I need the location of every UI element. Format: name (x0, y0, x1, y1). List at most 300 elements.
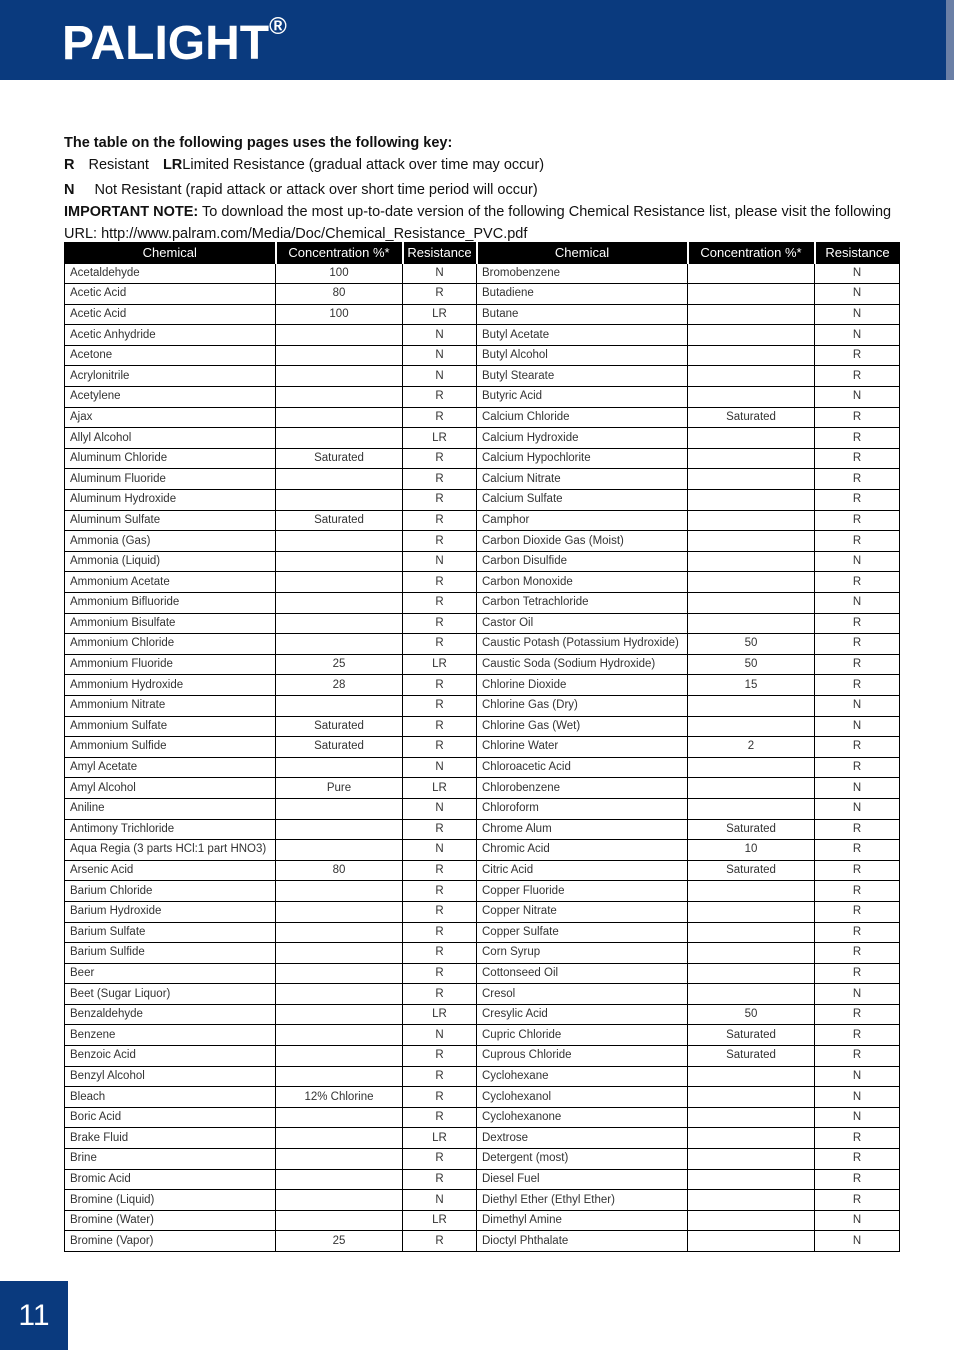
concentration-cell (688, 1107, 815, 1128)
resistance-cell: R (403, 448, 477, 469)
chemical-name-cell: Ammonium Sulfide (65, 737, 276, 758)
concentration-cell (688, 263, 815, 284)
key-lr-code: LR (162, 157, 183, 173)
chemical-name-cell: Calcium Nitrate (477, 469, 688, 490)
concentration-cell (276, 1210, 403, 1231)
key-section (64, 132, 910, 245)
column-header: Concentration %* (276, 242, 403, 263)
concentration-cell (688, 716, 815, 737)
resistance-cell: N (403, 1025, 477, 1046)
resistance-cell: N (815, 1087, 900, 1108)
chemical-name-cell: Chlorine Gas (Wet) (477, 716, 688, 737)
chemical-name-cell: Cottonseed Oil (477, 963, 688, 984)
table-row (65, 984, 900, 1005)
concentration-cell (276, 1107, 403, 1128)
column-header: Chemical (65, 242, 276, 263)
chemical-name-cell: Chloroform (477, 798, 688, 819)
resistance-cell: R (403, 634, 477, 655)
table-row (65, 572, 900, 593)
chemical-name-cell: Aluminum Fluoride (65, 469, 276, 490)
chemical-name-cell: Allyl Alcohol (65, 428, 276, 449)
table-row (65, 675, 900, 696)
concentration-cell: 80 (276, 284, 403, 305)
concentration-cell (276, 1149, 403, 1170)
table-row (65, 860, 900, 881)
concentration-cell (276, 943, 403, 964)
concentration-cell (276, 634, 403, 655)
concentration-cell (688, 757, 815, 778)
column-header: Resistance (403, 242, 477, 263)
concentration-cell (688, 922, 815, 943)
resistance-cell: R (815, 1046, 900, 1067)
chemical-name-cell: Carbon Dioxide Gas (Moist) (477, 531, 688, 552)
table-row (65, 695, 900, 716)
resistance-cell: N (815, 284, 900, 305)
resistance-cell: R (815, 510, 900, 531)
resistance-cell: N (403, 263, 477, 284)
concentration-cell (276, 901, 403, 922)
resistance-cell: R (815, 1169, 900, 1190)
chemical-name-cell: Chromic Acid (477, 840, 688, 861)
concentration-cell (688, 1210, 815, 1231)
resistance-cell: R (815, 448, 900, 469)
chemical-name-cell: Carbon Monoxide (477, 572, 688, 593)
concentration-cell (688, 778, 815, 799)
chemical-name-cell: Cresylic Acid (477, 1004, 688, 1025)
concentration-cell (688, 798, 815, 819)
chemical-name-cell: Butadiene (477, 284, 688, 305)
concentration-cell (276, 1169, 403, 1190)
concentration-cell (688, 984, 815, 1005)
resistance-cell: LR (403, 428, 477, 449)
chemical-name-cell: Carbon Disulfide (477, 551, 688, 572)
concentration-cell (688, 1169, 815, 1190)
concentration-cell (688, 325, 815, 346)
table-row (65, 1210, 900, 1231)
resistance-cell: R (815, 613, 900, 634)
resistance-cell: R (815, 881, 900, 902)
resistance-cell: N (815, 1231, 900, 1252)
concentration-cell: 100 (276, 263, 403, 284)
page-number: 11 (18, 1299, 50, 1332)
resistance-cell: R (815, 1004, 900, 1025)
concentration-cell (688, 943, 815, 964)
chemical-name-cell: Ammonium Chloride (65, 634, 276, 655)
concentration-cell (688, 510, 815, 531)
chemical-name-cell: Calcium Sulfate (477, 490, 688, 511)
concentration-cell (276, 490, 403, 511)
table-row (65, 963, 900, 984)
table-header-row (65, 242, 900, 263)
concentration-cell (276, 984, 403, 1005)
chemical-name-cell: Butyl Stearate (477, 366, 688, 387)
resistance-cell: R (403, 572, 477, 593)
concentration-cell (688, 1231, 815, 1252)
chemical-name-cell: Carbon Tetrachloride (477, 593, 688, 614)
resistance-cell: LR (403, 778, 477, 799)
concentration-cell (688, 490, 815, 511)
resistance-cell: LR (403, 1128, 477, 1149)
table-row (65, 551, 900, 572)
resistance-cell: R (815, 757, 900, 778)
concentration-cell (276, 1128, 403, 1149)
resistance-cell: R (403, 593, 477, 614)
resistance-cell: R (815, 1128, 900, 1149)
concentration-cell: Saturated (688, 1025, 815, 1046)
concentration-cell (276, 819, 403, 840)
concentration-cell (276, 963, 403, 984)
concentration-cell: 25 (276, 1231, 403, 1252)
resistance-cell: R (403, 1107, 477, 1128)
chemical-name-cell: Bleach (65, 1087, 276, 1108)
chemical-name-cell: Barium Sulfide (65, 943, 276, 964)
resistance-cell: R (815, 469, 900, 490)
chemical-name-cell: Cuprous Chloride (477, 1046, 688, 1067)
resistance-cell: R (403, 922, 477, 943)
concentration-cell (688, 963, 815, 984)
concentration-cell (276, 840, 403, 861)
resistance-cell: R (403, 901, 477, 922)
concentration-cell: Saturated (276, 448, 403, 469)
resistance-cell: LR (403, 304, 477, 325)
chemical-name-cell: Cyclohexanone (477, 1107, 688, 1128)
chemical-name-cell: Butyl Alcohol (477, 345, 688, 366)
resistance-cell: R (815, 963, 900, 984)
chemical-name-cell: Dextrose (477, 1128, 688, 1149)
concentration-cell (276, 1025, 403, 1046)
resistance-cell: R (815, 943, 900, 964)
chemical-name-cell: Ammonium Nitrate (65, 695, 276, 716)
concentration-cell (688, 613, 815, 634)
key-row-r-lr (64, 154, 910, 176)
concentration-cell: 12% Chlorine (276, 1087, 403, 1108)
resistance-cell: N (815, 695, 900, 716)
resistance-cell: N (815, 325, 900, 346)
registered-mark: ® (269, 13, 287, 40)
concentration-cell (688, 284, 815, 305)
key-lr-text: Limited Resistance (gradual attack over time may occur) (182, 157, 545, 173)
resistance-cell: N (815, 1210, 900, 1231)
chemical-name-cell: Bromobenzene (477, 263, 688, 284)
table-row (65, 819, 900, 840)
resistance-cell: R (815, 654, 900, 675)
column-header: Concentration %* (688, 242, 815, 263)
chemical-name-cell: Ajax (65, 407, 276, 428)
chemical-name-cell: Bromic Acid (65, 1169, 276, 1190)
chemical-name-cell: Chrome Alum (477, 819, 688, 840)
chemical-name-cell: Calcium Hydroxide (477, 428, 688, 449)
resistance-cell: N (815, 1066, 900, 1087)
table-row (65, 263, 900, 284)
resistance-cell: LR (403, 1004, 477, 1025)
resistance-cell: N (815, 984, 900, 1005)
chemical-name-cell: Brake Fluid (65, 1128, 276, 1149)
concentration-cell (276, 1066, 403, 1087)
concentration-cell (688, 304, 815, 325)
resistance-cell: R (815, 1190, 900, 1211)
resistance-cell: N (403, 551, 477, 572)
concentration-cell (688, 1190, 815, 1211)
chemical-name-cell: Copper Nitrate (477, 901, 688, 922)
brand-name: PALIGHT (62, 17, 270, 70)
chemical-name-cell: Aluminum Chloride (65, 448, 276, 469)
chemical-name-cell: Acetone (65, 345, 276, 366)
resistance-cell: R (403, 1149, 477, 1170)
key-row-n (64, 179, 910, 201)
table-row (65, 901, 900, 922)
resistance-cell: N (815, 387, 900, 408)
table-row (65, 1190, 900, 1211)
resistance-cell: LR (403, 654, 477, 675)
table-row (65, 448, 900, 469)
resistance-cell: R (403, 510, 477, 531)
concentration-cell (276, 387, 403, 408)
chemical-name-cell: Chloroacetic Acid (477, 757, 688, 778)
concentration-cell: Saturated (276, 716, 403, 737)
table-row (65, 840, 900, 861)
table-row (65, 737, 900, 758)
resistance-cell: N (403, 1190, 477, 1211)
resistance-cell: R (403, 1169, 477, 1190)
resistance-cell: R (403, 819, 477, 840)
chemical-name-cell: Barium Sulfate (65, 922, 276, 943)
table-row (65, 1149, 900, 1170)
table-row (65, 798, 900, 819)
resistance-cell: R (815, 1025, 900, 1046)
concentration-cell (688, 469, 815, 490)
chemical-name-cell: Ammonium Hydroxide (65, 675, 276, 696)
table-row (65, 634, 900, 655)
chemical-name-cell: Benzene (65, 1025, 276, 1046)
chemical-name-cell: Ammonia (Gas) (65, 531, 276, 552)
concentration-cell (688, 551, 815, 572)
resistance-cell: N (815, 1107, 900, 1128)
important-note (64, 201, 910, 245)
table-row (65, 716, 900, 737)
resistance-cell: R (403, 284, 477, 305)
concentration-cell (276, 1004, 403, 1025)
resistance-cell: R (815, 860, 900, 881)
concentration-cell: Pure (276, 778, 403, 799)
concentration-cell (276, 551, 403, 572)
concentration-cell (276, 345, 403, 366)
chemical-name-cell: Calcium Hypochlorite (477, 448, 688, 469)
chemical-name-cell: Copper Sulfate (477, 922, 688, 943)
chemical-name-cell: Beer (65, 963, 276, 984)
chemical-name-cell: Citric Acid (477, 860, 688, 881)
table-body (65, 263, 900, 1252)
table-row (65, 304, 900, 325)
resistance-cell: R (403, 675, 477, 696)
table-row (65, 1066, 900, 1087)
resistance-cell: R (403, 1046, 477, 1067)
chemical-name-cell: Barium Hydroxide (65, 901, 276, 922)
resistance-cell: R (815, 428, 900, 449)
concentration-cell: 28 (276, 675, 403, 696)
key-r-text: Resistant (88, 157, 149, 173)
chemical-name-cell: Cyclohexanol (477, 1087, 688, 1108)
concentration-cell: Saturated (688, 1046, 815, 1067)
resistance-cell: R (403, 1066, 477, 1087)
concentration-cell (276, 613, 403, 634)
chemical-name-cell: Acetic Acid (65, 304, 276, 325)
resistance-cell: R (403, 737, 477, 758)
resistance-cell: R (815, 531, 900, 552)
concentration-cell (276, 757, 403, 778)
concentration-cell (276, 531, 403, 552)
concentration-cell (688, 366, 815, 387)
chemical-name-cell: Ammonium Sulfate (65, 716, 276, 737)
resistance-cell: R (403, 943, 477, 964)
table-row (65, 428, 900, 449)
resistance-cell: R (815, 737, 900, 758)
concentration-cell (688, 901, 815, 922)
chemical-name-cell: Bromine (Vapor) (65, 1231, 276, 1252)
concentration-cell: Saturated (276, 510, 403, 531)
concentration-cell (276, 798, 403, 819)
resistance-cell: R (403, 963, 477, 984)
concentration-cell (688, 448, 815, 469)
resistance-cell: N (403, 840, 477, 861)
resistance-cell: R (403, 716, 477, 737)
concentration-cell (688, 1066, 815, 1087)
concentration-cell (688, 881, 815, 902)
concentration-cell: 50 (688, 1004, 815, 1025)
table-row (65, 881, 900, 902)
resistance-cell: LR (403, 1210, 477, 1231)
concentration-cell: Saturated (688, 860, 815, 881)
table-row (65, 366, 900, 387)
resistance-cell: R (815, 922, 900, 943)
table-row (65, 490, 900, 511)
table-row (65, 1004, 900, 1025)
resistance-cell: R (403, 1087, 477, 1108)
chemical-name-cell: Aqua Regia (3 parts HCl:1 part HNO3) (65, 840, 276, 861)
chemical-name-cell: Caustic Soda (Sodium Hydroxide) (477, 654, 688, 675)
concentration-cell: 50 (688, 654, 815, 675)
chemical-name-cell: Benzaldehyde (65, 1004, 276, 1025)
chemical-name-cell: Camphor (477, 510, 688, 531)
chemical-name-cell: Calcium Chloride (477, 407, 688, 428)
resistance-cell: R (815, 490, 900, 511)
resistance-cell: N (815, 716, 900, 737)
concentration-cell: Saturated (688, 407, 815, 428)
table-row (65, 284, 900, 305)
chemical-name-cell: Ammonium Bisulfate (65, 613, 276, 634)
chemical-name-cell: Diesel Fuel (477, 1169, 688, 1190)
resistance-cell: R (815, 819, 900, 840)
chemical-name-cell: Dimethyl Amine (477, 1210, 688, 1231)
key-n-text: Not Resistant (rapid attack or attack over short time period will occur) (94, 182, 538, 198)
key-n-code: N (64, 182, 75, 198)
concentration-cell (276, 1190, 403, 1211)
table-row (65, 593, 900, 614)
resistance-cell: N (403, 366, 477, 387)
note-text: To download the most up-to-date version of the following Chemical Resistance list, please visit the following URL: http://www.palram.com/Media/Doc/Chemical_Resistance_PVC.pdf (64, 204, 892, 242)
resistance-cell: R (815, 840, 900, 861)
resistance-cell: R (403, 387, 477, 408)
chemical-name-cell: Corn Syrup (477, 943, 688, 964)
table-row (65, 325, 900, 346)
table-row (65, 1025, 900, 1046)
chemical-name-cell: Castor Oil (477, 613, 688, 634)
header-band (0, 0, 954, 80)
resistance-cell: N (815, 551, 900, 572)
chemical-name-cell: Cupric Chloride (477, 1025, 688, 1046)
chemical-name-cell: Aniline (65, 798, 276, 819)
resistance-cell: N (403, 345, 477, 366)
chemical-name-cell: Chlorine Water (477, 737, 688, 758)
table-row (65, 345, 900, 366)
concentration-cell: 100 (276, 304, 403, 325)
chemical-name-cell: Butyl Acetate (477, 325, 688, 346)
key-r-code: R (64, 157, 75, 173)
table-row (65, 407, 900, 428)
table-row (65, 1169, 900, 1190)
table-row (65, 1128, 900, 1149)
resistance-cell: R (403, 984, 477, 1005)
concentration-cell (688, 387, 815, 408)
concentration-cell (276, 881, 403, 902)
concentration-cell: 10 (688, 840, 815, 861)
chemical-resistance-table (64, 242, 900, 1252)
resistance-cell: R (403, 695, 477, 716)
concentration-cell (276, 407, 403, 428)
resistance-cell: R (403, 407, 477, 428)
table-row (65, 922, 900, 943)
resistance-cell: R (403, 613, 477, 634)
chemical-name-cell: Diethyl Ether (Ethyl Ether) (477, 1190, 688, 1211)
concentration-cell (688, 1128, 815, 1149)
chemical-name-cell: Arsenic Acid (65, 860, 276, 881)
chemical-name-cell: Butane (477, 304, 688, 325)
brand-logo (62, 14, 287, 74)
table-row (65, 778, 900, 799)
concentration-cell (276, 366, 403, 387)
chemical-name-cell: Benzoic Acid (65, 1046, 276, 1067)
chemical-name-cell: Acetylene (65, 387, 276, 408)
concentration-cell (276, 325, 403, 346)
concentration-cell (688, 531, 815, 552)
chemical-name-cell: Copper Fluoride (477, 881, 688, 902)
concentration-cell: 2 (688, 737, 815, 758)
resistance-cell: R (815, 1149, 900, 1170)
resistance-cell: R (403, 469, 477, 490)
chemical-name-cell: Barium Chloride (65, 881, 276, 902)
table-row (65, 510, 900, 531)
chemical-name-cell: Detergent (most) (477, 1149, 688, 1170)
table-row (65, 613, 900, 634)
concentration-cell (688, 428, 815, 449)
resistance-cell: N (403, 798, 477, 819)
concentration-cell: 80 (276, 860, 403, 881)
page-number-box (0, 1281, 68, 1350)
resistance-cell: R (815, 901, 900, 922)
chemical-name-cell: Antimony Trichloride (65, 819, 276, 840)
table-row (65, 1046, 900, 1067)
concentration-cell (688, 593, 815, 614)
concentration-cell: Saturated (276, 737, 403, 758)
resistance-cell: R (403, 490, 477, 511)
note-label: IMPORTANT NOTE: (64, 204, 199, 220)
chemical-name-cell: Acetic Acid (65, 284, 276, 305)
concentration-cell: Saturated (688, 819, 815, 840)
table-row (65, 469, 900, 490)
key-heading: The table on the following pages uses the following key: (64, 135, 453, 151)
concentration-cell (276, 922, 403, 943)
resistance-cell: R (403, 1231, 477, 1252)
concentration-cell (276, 593, 403, 614)
